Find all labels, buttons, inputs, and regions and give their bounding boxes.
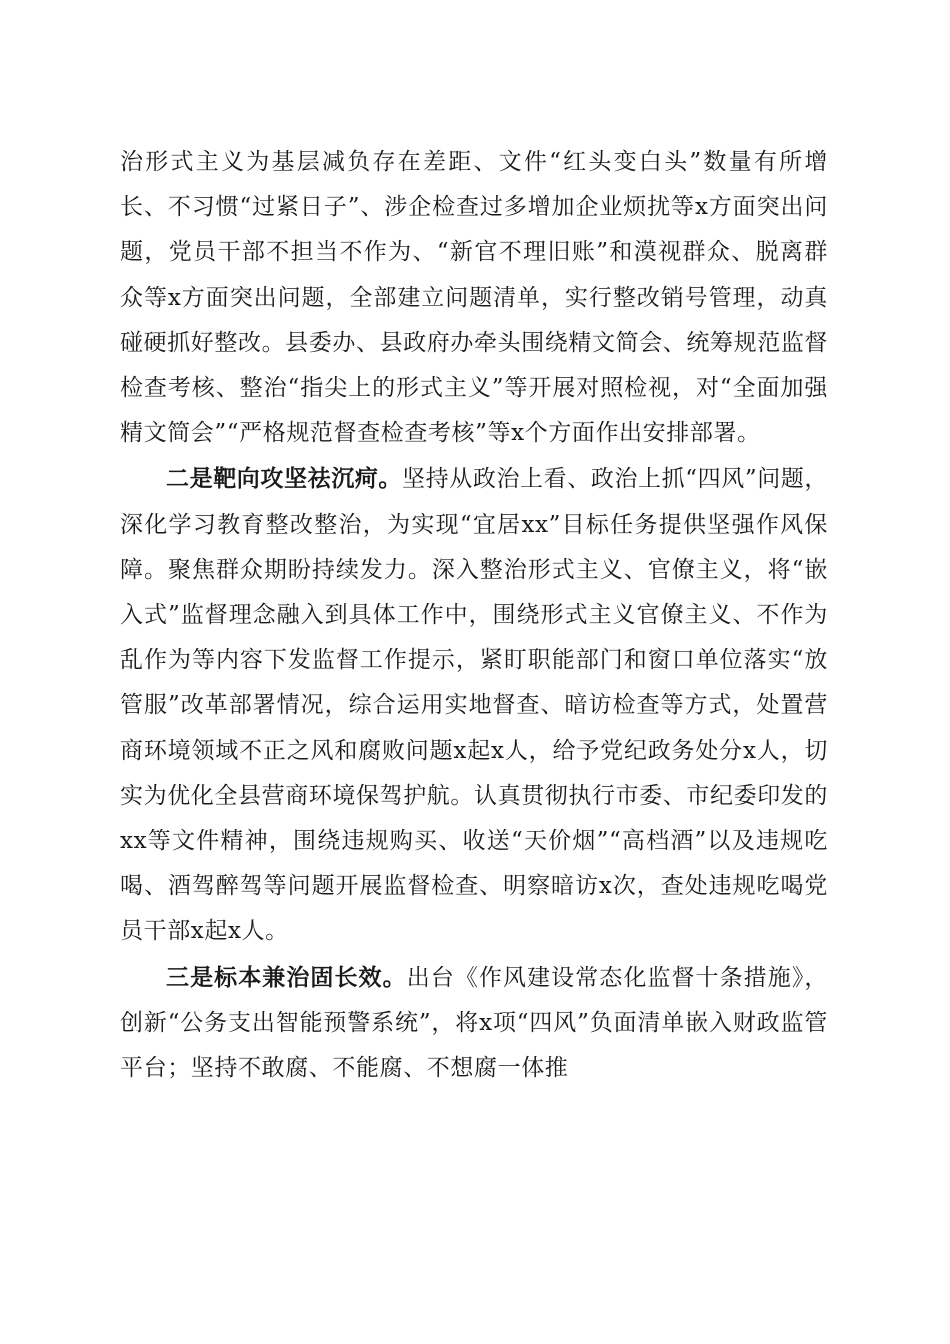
paragraph-point-three <box>120 955 828 1092</box>
paragraph-lead: 二是靶向攻坚祛沉疴。 <box>166 465 403 493</box>
document-body <box>120 140 828 1091</box>
paragraph-text: 治形式主义为基层减负存在差距、文件“红头变白头”数量有所增长、不习惯“过紧日子”、涉企检查过多增加企业烦扰等x方面突出问题，党员干部不担当不作为、“新官不理旧账”和漠视群众、脱离群众等x方面突出问题，全部建立问题清单，实行整改销号管理，动真碰硬抓好整改。县委办、县政府办牵头围绕精文简会、统筹规范监督检查考核、整治“指尖上的形式主义”等开展对照检视，对“全面加强精文简会”“严格规范督查检查考核”等x个方面作出安排部署。 <box>120 149 828 447</box>
paragraph-text: 坚持从政治上看、政治上抓“四风”问题，深化学习教育整改整治，为实现“宜居xx”目标任务提供坚强作风保障。聚焦群众期盼持续发力。深入整治形式主义、官僚主义，将“嵌入式”监督理念融入到具体工作中，围绕形式主义官僚主义、不作为乱作为等内容下发监督工作提示，紧盯职能部门和窗口单位落实“放管服”改革部署情况，综合运用实地督查、暗访检查等方式，处置营商环境领域不正之风和腐败问题x起x人，给予党纪政务处分x人，切实为优化全县营商环境保驾护航。认真贯彻执行市委、市纪委印发的xx等文件精神，围绕违规购买、收送“天价烟”“高档酒”以及违规吃喝、酒驾醉驾等问题开展监督检查、明察暗访x次，查处违规吃喝党员干部x起x人。 <box>120 466 828 945</box>
paragraph-text: 出台《作风建设常态化监督十条措施》，创新“公务支出智能预警系统”，将x项“四风”负面清单嵌入财政监管平台；坚持不敢腐、不能腐、不想腐一体推 <box>120 964 828 1082</box>
paragraph-point-two <box>120 456 828 954</box>
paragraph-lead: 三是标本兼治固长效。 <box>166 963 407 991</box>
paragraph-continuation <box>120 140 828 456</box>
